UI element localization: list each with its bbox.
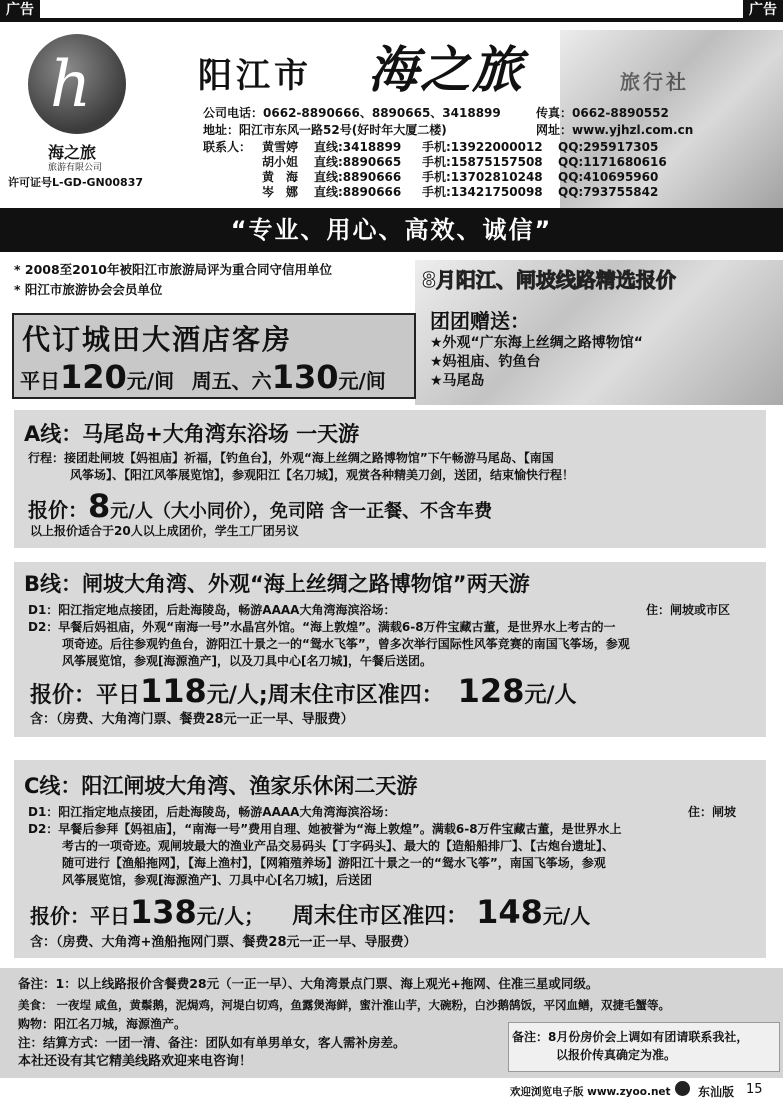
gift-item: ★外观“广东海上丝绸之路博物馆“ — [430, 335, 643, 351]
line-b-d2c: 风筝展览馆，参观[海源渔产]，以及刀具中心[名刀城]，午餐后送团。 — [62, 654, 432, 668]
august-note-1: 备注：8月份房价会上调如有团请联系我社， — [512, 1030, 749, 1044]
company-phone: 公司电话：0662-8890666、8890665、3418899 — [203, 106, 501, 120]
contact-row: 胡小姐 直线:8890665 手机:15875157508 QQ:1171680616 — [262, 155, 667, 169]
ad-tag-left: 广告 — [0, 0, 40, 20]
line-a-title: A线：马尾岛+大角湾东浴场 一天游 — [24, 422, 360, 446]
edition-icon — [675, 1081, 690, 1096]
gift-list — [430, 334, 643, 391]
line-b-price: 报价：平日118元/人;周末住市区准四： 128元/人 — [30, 672, 577, 710]
line-b-d1-stay: 住：闸坡或市区 — [646, 603, 731, 617]
logo-sub: 旅游有限公司 — [48, 163, 103, 173]
line-c-d2c: 随可进行【渔船拖网】，【海上渔村】，【网箱殖养场】游阳江十景之一的“鸳水飞筝”，南国飞筝场，参观 — [62, 856, 606, 870]
line-a-price: 报价：8元/人（大小同价），免司陪 含一正餐、不含车费 — [28, 487, 493, 525]
note-settle: 注：结算方式：一团一清、备注：团队如有单男单女，客人需补房差。 — [18, 1035, 406, 1050]
license-number: 许可证号L-GD-GN00837 — [8, 176, 144, 189]
line-b-title: B线：闸坡大角湾、外观“海上丝绸之路博物馆”两天游 — [24, 572, 530, 596]
honor-1: * 2008至2010年被阳江市旅游局评为重合同守信用单位 — [14, 262, 332, 277]
line-b-includes: 含：（房费、大角湾门票、餐费28元一正一早、导服费） — [30, 712, 354, 727]
honor-2: * 阳江市旅游协会会员单位 — [14, 282, 163, 297]
line-a-note: 以上报价适合于20人以上成团价，学生工厂团另议 — [30, 524, 299, 538]
line-b-d2a: D2：早餐后妈祖庙，外观“南海一号”水晶宫外馆。“海上敦煌”。满载6-8万件宝藏古董，是世界水上考古的一 — [28, 620, 616, 634]
header-brand: 海之旅 — [368, 40, 524, 99]
august-note-2: 以报价传真确定为准。 — [556, 1048, 677, 1062]
note-more: 本社还设有其它精美线路欢迎来电咨询！ — [18, 1054, 253, 1069]
line-b-d1: D1：阳江指定地点接团，后赴海陵岛，畅游AAAA大角湾海滨浴场： — [28, 603, 396, 617]
ad-tag-right: 广告 — [743, 0, 783, 20]
line-c-price: 报价：平日138元/人； 周末住市区准四： 148元/人 — [30, 893, 591, 931]
note-shop: 购物：阳江名刀城，海源渔产。 — [18, 1017, 187, 1031]
line-c-d1: D1：阳江指定地点接团，后赴海陵岛，畅游AAAA大角湾海滨浴场： — [28, 805, 396, 819]
line-c-d1-stay: 住：闸坡 — [688, 805, 737, 819]
logo-brand: 海之旅 — [48, 143, 97, 162]
line-a-itinerary-2: 风筝场】、【阳江风筝展览馆】，参观阳江【名刀城】，观赏各种精美刀剑，送团，结束愉快行程！ — [70, 468, 575, 482]
line-c-includes: 含：（房费、大角湾+渔船拖网门票、餐费28元一正一早、导服费） — [30, 935, 417, 950]
gift-item: ★马尾岛 — [430, 373, 485, 389]
page-number: 15 — [746, 1082, 763, 1097]
line-c-title: C线：阳江闸坡大角湾、渔家乐休闲二天游 — [24, 774, 418, 798]
contacts-list — [262, 140, 667, 200]
hotel-title: 代订城田大酒店客房 — [22, 323, 293, 356]
contact-row: 黄 海 直线:8890666 手机:13702810248 QQ:410695960 — [262, 170, 659, 184]
company-fax: 传真：0662-8890552 — [536, 106, 669, 120]
contact-label: 联系人： — [203, 140, 252, 154]
gift-item: ★妈祖庙、钓鱼台 — [430, 354, 541, 370]
hotel-prices: 平日120元/间 周五、六130元/间 — [20, 358, 386, 396]
slogan-bar: “专业、用心、高效、诚信” — [0, 208, 783, 252]
footer-welcome[interactable]: 欢迎浏览电子版 www.zyoo.net — [510, 1086, 671, 1098]
line-c-d2a: D2：早餐后参拜【妈祖庙】，“南海一号”费用自理、她被誉为“海上敦煌”。满载6-8万件宝藏古董，是世界水上 — [28, 822, 622, 836]
logo-icon: h — [28, 34, 126, 134]
contact-row: 黄雪婷 直线:3418899 手机:13922000012 QQ:295917305 — [262, 140, 659, 154]
line-c-d2d: 风筝展览馆，参观[海源渔产]、刀具中心[名刀城]，后送团 — [62, 873, 372, 887]
header-city: 阳江市 — [198, 56, 312, 96]
company-web[interactable]: 网址：www.yjhzl.com.cn — [536, 123, 694, 137]
august-title: 8月阳江、闸坡线路精选报价 — [422, 268, 676, 292]
footer-edition: 东汕版 — [698, 1085, 735, 1099]
note-food: 美食： 一夜埕 咸鱼，黄鬃鹅，泥焗鸡，河堤白切鸡，鱼露煲海鲜，蜜汁淮山芋，大碗粉，白沙鹅鹄饭，平冈血鳝，双捷毛蟹等。 — [18, 998, 671, 1012]
line-c-d2b: 考古的一项奇迹。观闸坡最大的渔业产品交易码头【丁字码头】、最大的【造船船排厂】、【古炮台遗址】、 — [62, 839, 615, 853]
top-divider — [0, 18, 783, 22]
line-a-itinerary-1: 行程：接团赴闸坡【妈祖庙】祈福，【钓鱼台】，外观“海上丝绸之路博物馆”下午畅游马尾岛、【南国 — [28, 451, 554, 465]
note-1: 备注：1：以上线路报价含餐费28元（一正一早）、大角湾景点门票、海上观光+拖网、住准三星或同级。 — [18, 976, 599, 991]
line-b-d2b: 项奇迹。后往参观钓鱼台，游阳江十景之一的“鸳水飞筝”，曾多次举行国际性风筝竞赛的南国飞筝场，参观 — [62, 637, 630, 651]
contact-row: 岑 娜 直线:8890666 手机:13421750098 QQ:793755842 — [262, 185, 659, 199]
gift-title: 团团赠送： — [430, 309, 530, 333]
company-address: 地址：阳江市东风一路52号(好时年大厦二楼) — [203, 123, 447, 137]
